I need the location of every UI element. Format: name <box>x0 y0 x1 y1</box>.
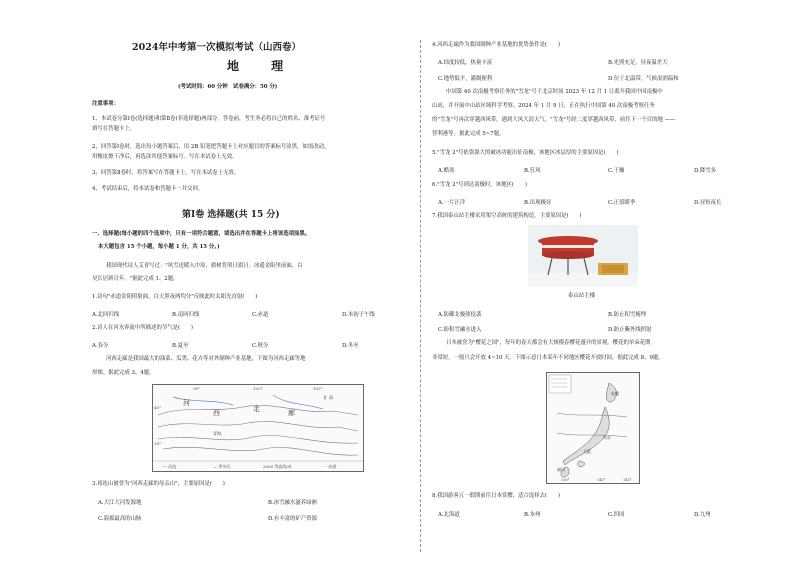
legend-item: 2000 等高线/米 <box>263 464 292 469</box>
exam-meta: (考试时间：60 分钟 试卷满分：50 分) <box>178 84 278 90</box>
map-label: 青海 <box>213 431 221 436</box>
left-column <box>92 0 410 562</box>
q6-option-b[interactable]: B.出现极昼 <box>524 200 552 206</box>
q1-option-d[interactable]: D.本初子午线 <box>342 312 375 318</box>
exam-title: 2024年中考第一次模拟考试（山西卷） <box>132 42 301 53</box>
q4-option-b[interactable]: B.光照充足，昼夜温差大 <box>608 60 668 66</box>
question-5-stem: 5."雪龙 2"号依靠强大的破冰功能出征南极，该地区冰层厚的主要原因是( ) <box>432 150 619 156</box>
q6-option-d[interactable]: D.昼短夜长 <box>694 200 722 206</box>
section-title: 第Ⅰ卷 选择题(共 15 分) <box>182 210 280 220</box>
city-label: 福冈 <box>557 467 565 472</box>
subject-title: 地 理 <box>227 59 298 73</box>
q3-option-a[interactable]: A.大江大河发源地 <box>98 500 142 506</box>
q4-option-d[interactable]: D.位于北温带，气候湿润温和 <box>608 76 679 82</box>
q4-option-a[interactable]: A.纬度较低，热量丰富 <box>438 60 493 66</box>
note-line: 4、考试结束后，将本试卷和答题卡一并交回。 <box>92 186 204 192</box>
lon-label: 102° <box>313 386 323 391</box>
notes-heading: 注意事项： <box>92 101 119 107</box>
q8-option-a[interactable]: A.北海道 <box>438 512 460 518</box>
legend-item: ～ 河流 <box>163 464 177 469</box>
q3-option-b[interactable]: B.冰雪融水滋养绿洲 <box>268 500 317 506</box>
section-instruction: 一、选择题(每小题的四个选项中，只有一项符合题意，请选出并在答题卡上将该选项涂黑。 <box>92 231 311 237</box>
map-label: 河 <box>183 399 190 407</box>
hexi-corridor-map <box>152 384 364 472</box>
right-column <box>432 0 722 562</box>
q2-option-a[interactable]: A.春分 <box>92 343 109 349</box>
passage-text: 山站，并开展中山站区域科学考察。2024 年 1 月 9 日，正在执行中国第 40 次南极考察任务 <box>432 103 655 109</box>
question-3-stem: 3.祁连山被誉为"河西走廊的母亲山"，主要原因是( ) <box>92 481 225 487</box>
column-divider <box>420 40 421 552</box>
question-7-stem: 7.我国泰山站主楼采用架空高桩的建筑构造，主要原因是( ) <box>432 213 582 219</box>
q5-option-a[interactable]: A.酷寒 <box>438 168 455 174</box>
q7-option-c[interactable]: C.防积雪融水进入 <box>438 327 482 333</box>
passage-text: 我国现代诗人艾青写过："风雪送暖入中原，旗树普照日旗日。冰遥金阳里前面，白 <box>106 263 303 269</box>
q8-option-c[interactable]: C.四国 <box>608 512 625 518</box>
q5-option-d[interactable]: D.降雪多 <box>694 168 717 174</box>
q6-option-a[interactable]: A.一片汪洋 <box>438 200 466 206</box>
q6-option-c[interactable]: C.正值暖季 <box>608 200 636 206</box>
lon-label: 145° <box>623 478 632 482</box>
lon-label: 98° <box>193 386 201 391</box>
map-label: 走 <box>253 405 260 413</box>
section-instruction: 本大题包含 15 个小题，每小题 1 分，共 15 分。) <box>98 244 220 250</box>
q5-option-b[interactable]: B.狂风 <box>524 168 541 174</box>
note-line: 2、回答第Ⅰ卷时，选出每小题答案后，用 2B 铅笔把答题卡上对应题目的答案标号涂黑，如需改动， <box>92 144 330 150</box>
lat-label: 38° <box>154 441 162 446</box>
q5-option-c[interactable]: C.干燥 <box>608 168 625 174</box>
lon-label: 130° <box>561 478 570 482</box>
note-line: 用橡皮擦干净后，再选涂其他答案标号。写在本试卷上无效。 <box>92 154 238 160</box>
passage-text: 形图。据此完成 3、4题。 <box>92 370 155 376</box>
city-label: 札幌 <box>611 391 619 396</box>
q7-option-a[interactable]: A.防御北极熊侵袭 <box>438 312 482 318</box>
legend-item: — 季节河 <box>213 464 231 469</box>
note-line: 3、回答第Ⅱ卷时，将答案写在答题卡上。写在本试卷上无效。 <box>92 170 240 176</box>
q7-option-d[interactable]: D.防止紫外线照射 <box>608 327 652 333</box>
q2-option-c[interactable]: C.秋分 <box>252 343 269 349</box>
q2-option-d[interactable]: D.冬至 <box>342 343 359 349</box>
passage-text: 昊长居新日年。"据此完成 1、2题。 <box>92 276 179 282</box>
hexi-map-svg <box>153 385 363 471</box>
question-4-stem: 4.河西走廊作为我国制种产业基地的优势条件是( ) <box>432 42 560 48</box>
question-8-stem: 8.我国游客五一假期前往日本赏樱，适合选择去( ) <box>432 493 560 499</box>
passage-text: 日本被誉为"樱花之国"，每年的春天都会有大规模春樱花盛开的景观。樱花的单朵花期 <box>446 340 651 346</box>
japan-map-svg <box>547 373 639 483</box>
q8-option-b[interactable]: B.本州 <box>524 512 541 518</box>
q1-option-c[interactable]: C.赤道 <box>252 312 269 318</box>
passage-text: 的"雪龙"号再次穿越西风带，遇到大风大浪天气。"雪龙"号经二度穿越西风带，前往下一个目的地 —— <box>432 117 676 123</box>
map-label: 甘 <box>323 395 327 400</box>
q1-option-a[interactable]: A.北回归线 <box>92 312 120 318</box>
q2-option-b[interactable]: B.夏至 <box>172 343 189 349</box>
map-label: 肃 <box>329 395 333 400</box>
passage-text: 河西走廊是我国最大的油菜、瓜类、花卉等对外制种产业基地，下图为河西走廊等地 <box>106 356 306 362</box>
q1-option-b[interactable]: B.南回归线 <box>172 312 200 318</box>
city-label: 东京 <box>603 435 611 440</box>
japan-cherry-blossom-map <box>546 372 640 484</box>
passage-text: 非常短，一般只会开放 4~10 天。下图示意日本某年不同地区樱花开放时间。据此完成 8、9题。 <box>432 355 664 361</box>
map-label: 西 <box>213 409 220 417</box>
q3-option-c[interactable]: C.海拔最高的山脉 <box>98 516 142 522</box>
q7-option-b[interactable]: B.防止积雪掩埋 <box>608 312 647 318</box>
lon-label: 100° <box>253 386 263 391</box>
question-1-stem: 1.诗句"赤道金阳照射面，白天黑夜两均分"反映此时太阳光直射( ) <box>92 294 258 300</box>
legend-item: ⋯ 沙漠 <box>323 464 337 469</box>
photo-caption: 泰山站主楼 <box>568 293 595 299</box>
q3-option-d[interactable]: D.有丰富的矿产资源 <box>268 516 317 522</box>
note-line: 填写在答题卡上。 <box>92 126 136 132</box>
lon-label: 140° <box>597 478 606 482</box>
question-2-stem: 2.诗人在河水奔流中所描述的节气是( ) <box>92 325 193 331</box>
passage-text: 智利港等。据此完成 5~7题。 <box>432 131 505 137</box>
note-line: 1、本试卷分第Ⅰ卷(选择题)和第Ⅱ卷(非选择题)两部分。答卷前，考生务必将自己的姓名、准考证号 <box>92 116 326 122</box>
passage-text: 中国第 40 次南极考察任务的"雪龙"号于北京时间 2023 年 12 月 1 日离开我国中国南极中 <box>446 89 663 95</box>
map-label: 廊 <box>288 409 295 417</box>
station-svg <box>528 225 638 287</box>
lat-label: 40° <box>154 405 162 410</box>
q4-option-c[interactable]: C.地势低平，灌溉便利 <box>438 76 493 82</box>
question-6-stem: 6."雪龙 2"号到达南极时，该地区( ) <box>432 182 527 188</box>
taishan-station-photo <box>528 225 638 287</box>
q8-option-d[interactable]: D.九州 <box>694 512 711 518</box>
city-label: 大阪 <box>583 449 591 454</box>
